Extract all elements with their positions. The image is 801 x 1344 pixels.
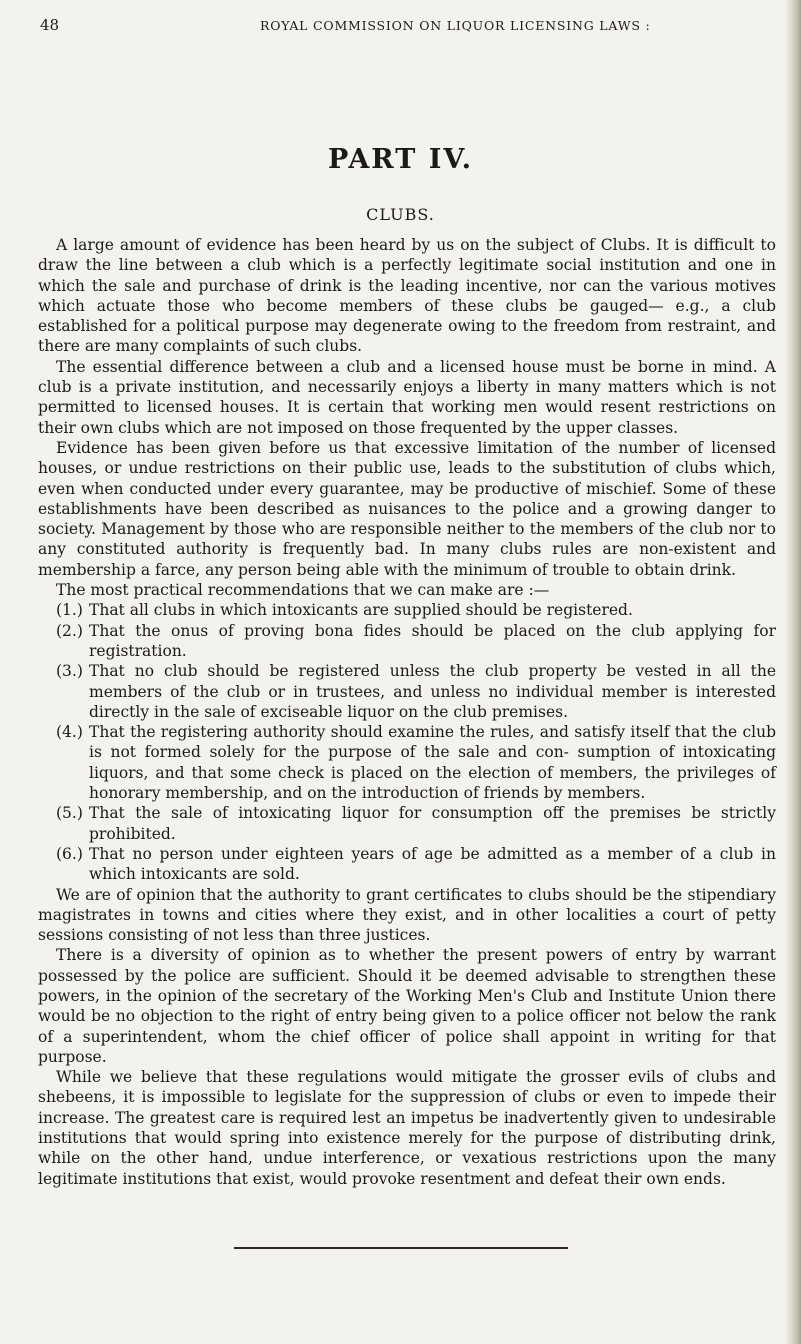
list-item-number: (4.) xyxy=(56,723,83,742)
page-edge-shadow xyxy=(785,0,801,1344)
list-item-text: That no person under eighteen years of age be admitted as a member of a club in which intoxicants are sold. xyxy=(89,844,776,884)
list-item xyxy=(38,600,776,620)
paragraph: A large amount of evidence has been heard by us on the subject of Clubs. It is difficult to draw the line between a club which is a perfectly legitimate social institution and one in which the sale and purchase of drink is the leading incentive, nor can the various motives which actuate those who become members of these clubs be gauged— e.g., a club established for a political purpose may degenerate owing to the freedom from restraint, and there are many complaints of such clubs. xyxy=(38,236,776,356)
list-item-text: That the sale of intoxicating liquor for consumption off the premises be strictly prohibited. xyxy=(89,804,776,843)
list-item xyxy=(38,844,776,885)
running-head: ROYAL COMMISSION ON LIQUOR LICENSING LAWS : xyxy=(260,18,651,33)
list-item-number: (3.) xyxy=(56,662,83,681)
paragraph: While we believe that these regulations would mitigate the grosser evils of clubs and shebeens, it is impossible to legislate for the suppression of clubs or even to impede their increase. The greatest care is required lest an impetus be inadvertently given to undesirable institutions that would spring into existence merely for the purpose of distributing drink, while on the other hand, undue interference, or vexatious restrictions upon the many legitimate institutions that exist, would provoke resentment and defeat their own ends. xyxy=(38,1068,776,1188)
list-item-text: That no club should be registered unless the club property be vested in all the members of the club or in trustees, and unless no individual member is interested directly in the sale of exciseable liquor on the club premises. xyxy=(89,662,776,721)
body-text xyxy=(38,235,776,1189)
list-item xyxy=(38,803,776,844)
recommendations-list xyxy=(38,600,776,884)
paragraph: There is a diversity of opinion as to whether the present powers of entry by warrant possessed by the police are sufficient. Should it be deemed advisable to strengthen these powers, in the opinion of the secretary of the Working Men's Club and Institute Union there would be no objection to the right of entry being given to a police officer not below the rank of a superintendent, whom the chief officer of police shall appoint in writing for that purpose. xyxy=(38,946,776,1066)
list-item xyxy=(38,722,776,803)
list-item-text: That all clubs in which intoxicants are supplied should be registered. xyxy=(89,601,633,620)
end-rule-divider xyxy=(234,1247,568,1249)
section-title: CLUBS. xyxy=(366,205,435,224)
paragraph: The most practical recommendations that we can make are :— xyxy=(56,581,550,600)
list-item xyxy=(38,661,776,722)
page-number: 48 xyxy=(40,16,60,34)
list-item-number: (1.) xyxy=(56,601,83,620)
list-item-text: That the onus of proving bona fides should be placed on the club applying for registration. xyxy=(89,621,776,660)
paragraph: We are of opinion that the authority to grant certificates to clubs should be the stipendiary magistrates in towns and cities where they exist, and in other localities a court of petty sessions consisting of not less than three justices. xyxy=(38,885,776,945)
list-item xyxy=(38,621,776,662)
part-title: PART IV. xyxy=(327,144,473,175)
list-item-number: (5.) xyxy=(56,804,83,823)
list-item-number: (2.) xyxy=(56,621,83,640)
paragraph: The essential difference between a club and a licensed house must be borne in mind. A club is a private institution, and necessarily enjoys a liberty in many matters which is not permitted to licensed houses. It is certain that working men would resent restrictions on their own clubs which are not imposed on those frequented by the upper classes. xyxy=(38,357,776,437)
list-item-number: (6.) xyxy=(56,844,83,863)
list-item-text: That the registering authority should examine the rules, and satisfy itself that the club is not formed solely for the purpose of the sale and con- sumption of intoxicating liquors, and that some check is placed on the election of members, the privileges of honorary membership, and on the introduction of friends by members. xyxy=(89,723,776,803)
paragraph: Evidence has been given before us that excessive limitation of the number of licensed houses, or undue restrictions on their public use, leads to the substitution of clubs which, even when conducted under every guarantee, may be productive of mischief. Some of these establishments have been described as nuisances to the police and a growing danger to society. Management by those who are responsible neither to the members of the club nor to any constituted authority is frequently bad. In many clubs rules are non-existent and membership a farce, any person being able with the minimum of trouble to obtain drink. xyxy=(38,438,776,579)
page-header xyxy=(40,16,780,36)
